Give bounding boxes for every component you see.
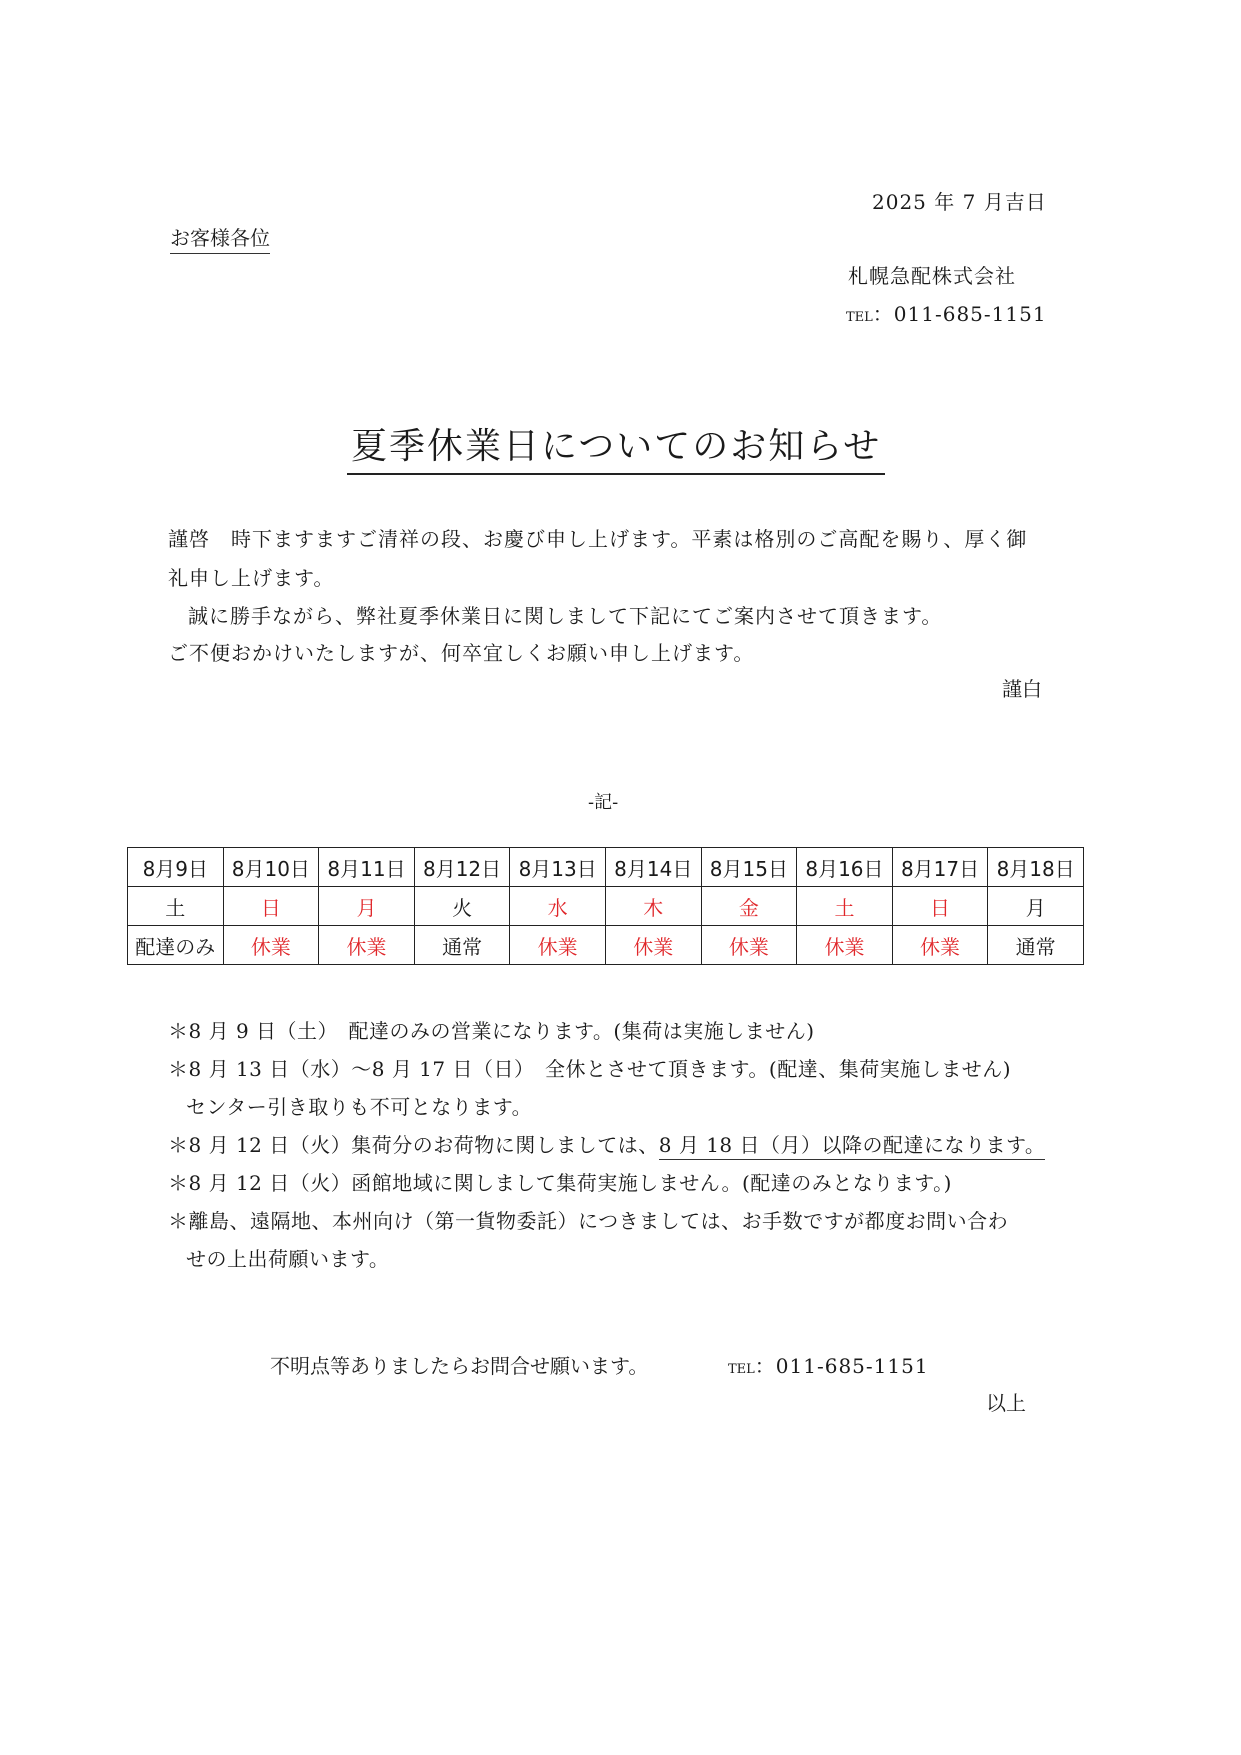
end-mark: 以上 <box>986 1391 1026 1415</box>
status-row <box>128 926 1084 965</box>
ki-heading: -記- <box>588 792 619 813</box>
status-cell: 休業 <box>892 926 988 965</box>
status-cell: 休業 <box>319 926 415 965</box>
closing-word: 謹白 <box>1002 677 1042 701</box>
body-line-3: 誠に勝手ながら、弊社夏季休業日に関しまして下記にてご案内させて頂きます。 <box>188 604 943 628</box>
holiday-schedule-table <box>127 847 1084 965</box>
footer-tel-number: ：011-685-1151 <box>754 1354 929 1378</box>
weekday-cell: 水 <box>510 887 606 926</box>
status-cell: 休業 <box>510 926 606 965</box>
note-4: ＊8 月 12 日（火）函館地域に関しまして集荷実施しません。(配達のみとなります。) <box>168 1171 952 1195</box>
note-2-continued: センター引き取りも不可となります。 <box>186 1095 533 1119</box>
weekday-cell: 日 <box>223 887 319 926</box>
weekday-cell: 火 <box>414 887 510 926</box>
date-cell: 8月17日 <box>892 848 988 887</box>
inquiry-text: 不明点等ありましたらお問合せ願います。 <box>270 1354 649 1378</box>
weekday-cell: 月 <box>988 887 1084 926</box>
note-5: ＊離島、遠隔地、本州向け（第一貨物委託）につきましては、お手数ですが都度お問い合わ <box>168 1209 1009 1233</box>
weekday-cell: 日 <box>892 887 988 926</box>
status-cell: 通常 <box>414 926 510 965</box>
date-cell: 8月13日 <box>510 848 606 887</box>
body-line-4: ご不便おかけいたしますが、何卒宜しくお願い申し上げます。 <box>168 641 755 665</box>
footer-tel-label: TEL <box>728 1362 755 1377</box>
status-cell: 休業 <box>797 926 893 965</box>
body-line-1: 謹啓 時下ますますご清祥の段、お慶び申し上げます。平素は格別のご高配を賜り、厚く御 <box>168 527 1028 551</box>
document-date: 2025 年 7 月吉日 <box>872 190 1047 214</box>
weekday-cell: 木 <box>605 887 701 926</box>
date-cell: 8月14日 <box>605 848 701 887</box>
date-cell: 8月9日 <box>128 848 224 887</box>
status-cell: 休業 <box>701 926 797 965</box>
date-cell: 8月18日 <box>988 848 1084 887</box>
date-cell: 8月16日 <box>797 848 893 887</box>
weekday-cell: 土 <box>128 887 224 926</box>
note-3 <box>168 1129 1045 1158</box>
date-cell: 8月10日 <box>223 848 319 887</box>
note-3-text: ＊8 月 12 日（火）集荷分のお荷物に関しましては、 <box>168 1133 659 1157</box>
status-cell: 休業 <box>223 926 319 965</box>
status-cell: 休業 <box>605 926 701 965</box>
note-5-continued: せの上出荷願います。 <box>186 1247 390 1271</box>
addressee: お客様各位 <box>170 222 270 254</box>
weekday-cell: 月 <box>319 887 415 926</box>
company-phone <box>846 298 1047 327</box>
date-row <box>128 848 1084 887</box>
tel-label: TEL <box>846 310 873 325</box>
body-line-2: 礼申し上げます。 <box>168 566 335 590</box>
date-cell: 8月12日 <box>414 848 510 887</box>
note-2: ＊8 月 13 日（水）～8 月 17 日（日） 全休とさせて頂きます。(配達、集荷実施しません) <box>168 1057 1011 1081</box>
company-name: 札幌急配株式会社 <box>848 264 1016 288</box>
page-title: 夏季休業日についてのお知らせ <box>347 418 885 475</box>
date-cell: 8月15日 <box>701 848 797 887</box>
tel-number: ：011-685-1151 <box>872 302 1047 326</box>
weekday-row <box>128 887 1084 926</box>
weekday-cell: 金 <box>701 887 797 926</box>
note-3-underlined: 8 月 18 日（月）以降の配達になります。 <box>659 1133 1046 1160</box>
weekday-cell: 土 <box>797 887 893 926</box>
footer-phone <box>728 1350 929 1379</box>
status-cell: 配達のみ <box>128 926 224 965</box>
status-cell: 通常 <box>988 926 1084 965</box>
note-1: ＊8 月 9 日（土） 配達のみの営業になります。(集荷は実施しません) <box>168 1019 815 1043</box>
date-cell: 8月11日 <box>319 848 415 887</box>
